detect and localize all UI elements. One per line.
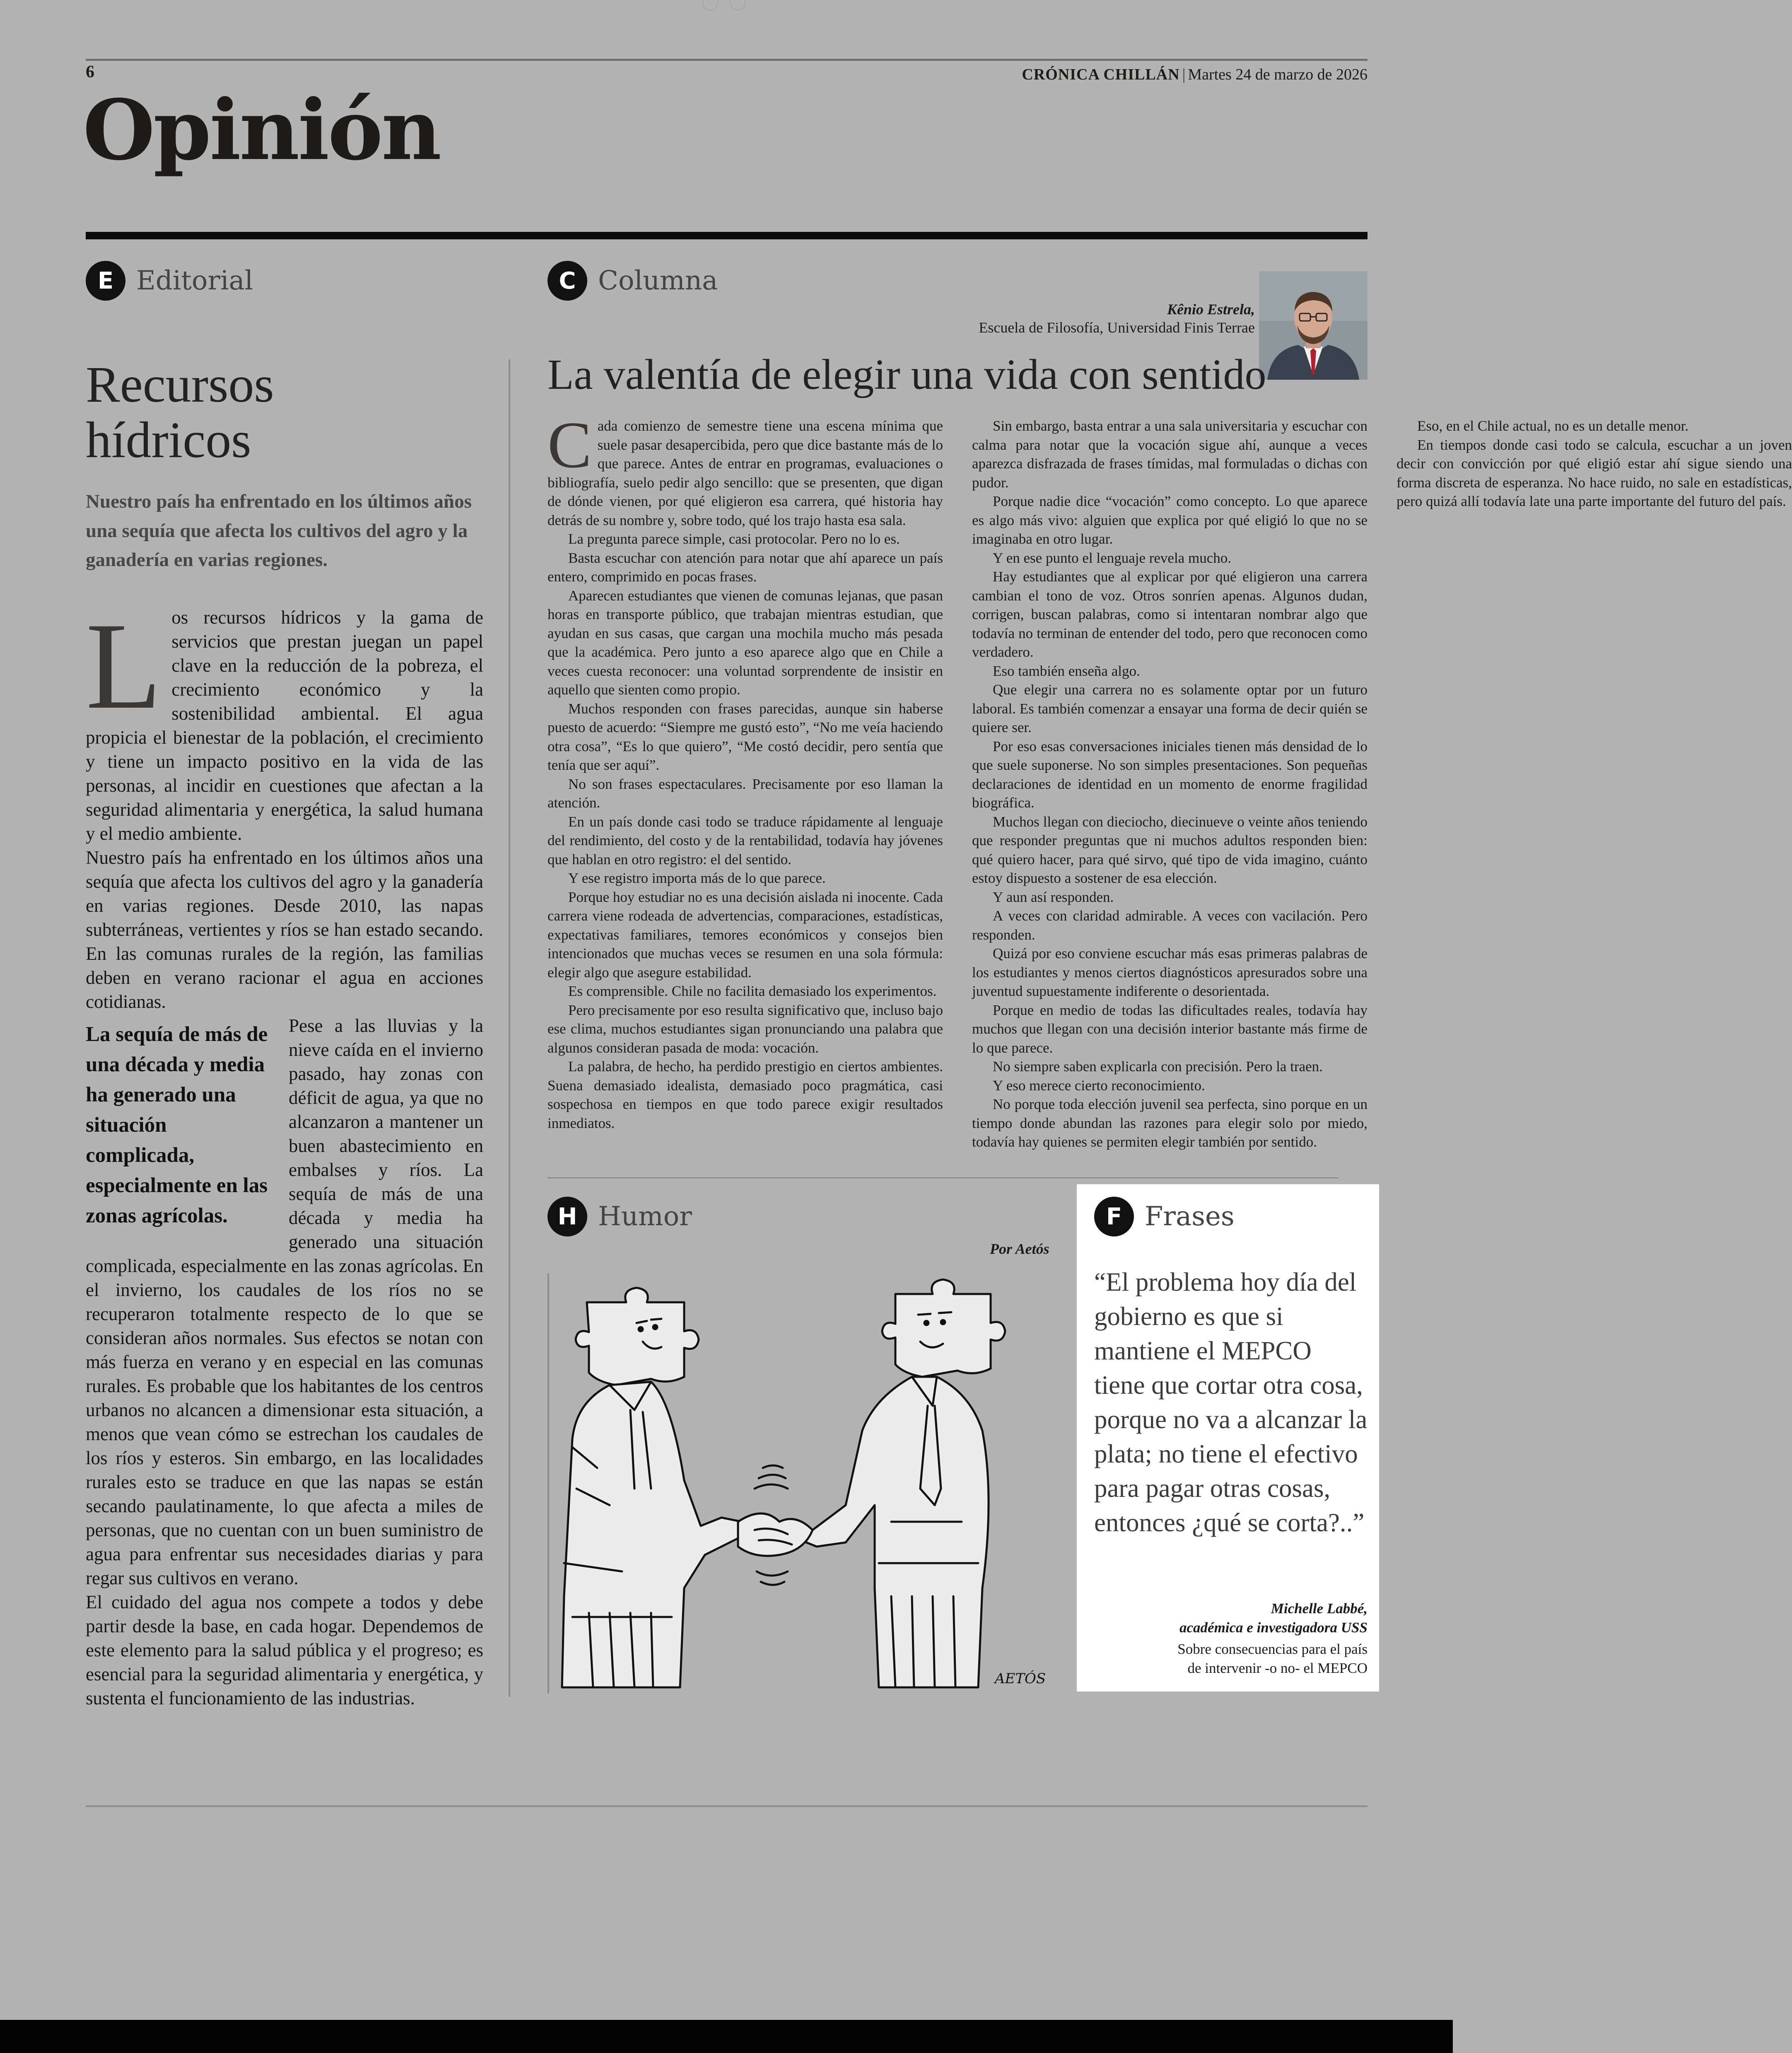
column-paragraph bbox=[1396, 417, 1792, 436]
editorial-paragraph: Pese a las lluvias y la nieve caída en el invierno pasado, hay zonas con déficit de agua, ya que no alcanzaron a mantener un buen abastecimiento en embalses y ríos. La sequía de más de una década y media ha generado una situación complicada, especialmente en las zonas agrícolas. En el invierno, los caudales de los ríos no se recuperaron totalmente respecto de lo que se consideran años normales. Sus efectos se notan con más fuerza en verano y en especial en las comunas rurales. Es probable que los habitantes de los centros urbanos no alcancen a dimensionar esta situación, a menos que vean cómo se estrechan los caudales de los ríos y esteros. Sin embargo, en las localidades rurales esto se traduce en que las napas se están secando paulatinamente, lo que afecta a miles de personas, que no cuentan con un buen suministro de agua para enfrentar sus necesidades diarias y para regar sus cultivos en verano. bbox=[86, 1015, 483, 1588]
column-author-affiliation: Escuela de Filosofía, Universidad Finis Terrae bbox=[979, 319, 1255, 336]
frases-context-line2: de intervenir -o no- el MEPCO bbox=[1187, 1660, 1368, 1676]
column-paragraph bbox=[547, 699, 943, 775]
column-paragraph-text: ada comienzo de semestre tiene una escena mínima que suele pasar desapercibida, pero que dice bastante más de lo que parece. Antes de entrar en programas, evaluaciones o bibliografía, suelo pedir algo sencillo: que se presenten, que digan de dónde vienen, por qué eligieron esa carrera, qué historia hay detrás de su nombre y, sobre todo, qué los trajo hasta esa sala. bbox=[547, 418, 943, 528]
editorial-paragraph: El cuidado del agua nos compete a todos y debe partir desde la base, en cada hogar. Dependemos de este elemento para la salud pública y el progreso; es esencial para la seguridad alimentaria y energética, y sustenta el funcionamiento de las industrias. bbox=[86, 1592, 483, 1708]
column-paragraph-text: Aparecen estudiantes que vienen de comunas lejanas, que pasan horas en transporte público, que trabajan mientras estudian, que ayudan en sus casas, que cargan una mochila mucho más pesada que la académica. Pero junto a eso aparece algo que en Chile a veces cuesta reconocer: una voluntad sorprendente de insistir en aquello que sienten como propio. bbox=[547, 587, 943, 698]
frases-badge: F bbox=[1094, 1197, 1134, 1236]
column-title: La valentía de elegir una vida con sentido bbox=[547, 351, 1266, 398]
frases-context-line1: Sobre consecuencias para el país bbox=[1177, 1641, 1368, 1657]
frases-quote: “El problema hoy día del gobierno es que si mantiene el MEPCO tiene que cortar otra cosa, porque no va a alcanzar la plata; no tiene el efectivo para pagar otras cosas, entonces ¿qué se corta?..” bbox=[1094, 1267, 1368, 1537]
column-paragraph bbox=[547, 982, 943, 1001]
publication-date: Martes 24 de marzo de 2026 bbox=[1188, 66, 1368, 83]
column-paragraph-text: Sin embargo, basta entrar a una sala universitaria y escuchar con calma para notar que la vocación sigue ahí, aunque a veces aparezca disfrazada de frases tímidas, mal formuladas o dichas con pudor. bbox=[972, 418, 1368, 491]
column-paragraph bbox=[972, 906, 1368, 944]
column-paragraph-text: Y ese registro importa más de lo que parece. bbox=[568, 870, 826, 886]
column-label bbox=[547, 261, 718, 301]
editorial-paragraph: os recursos hídricos y la gama de servicios que prestan juegan un papel clave en la reducción de la pobreza, el crecimiento económico y la sostenibilidad ambiental. El agua propicia el bienestar de la población, el crecimiento y tiene un impacto positivo en la vida de las personas, al incidir en cuestiones que afectan a la seguridad alimentaria y energética, la salud humana y el medio ambiente. bbox=[86, 607, 483, 844]
editorial-label bbox=[86, 261, 253, 301]
column-dropcap: C bbox=[547, 408, 592, 482]
editorial-paragraph: Nuestro país ha enfrentado en los últimos años una sequía que afecta los cultivos del agro y la ganadería en varias regiones. Desde 2010, las napas subterráneas, vertientes y ríos se han estado secando. En las comunas rurales de la región, las familias deben en verano racionar el agua en acciones cotidianas. bbox=[86, 847, 483, 1012]
prev-page-dot[interactable] bbox=[702, 0, 719, 11]
column-paragraph bbox=[547, 812, 943, 869]
column-paragraph bbox=[972, 737, 1368, 812]
column-paragraph bbox=[547, 586, 943, 699]
editorial-title bbox=[86, 357, 274, 468]
editorial-lead: Nuestro país ha enfrentado en los últimos años una sequía que afecta los cultivos del agro y la ganadería en varias regiones. bbox=[86, 491, 472, 571]
editorial-body bbox=[86, 597, 483, 1708]
column-paragraph-text: Y eso merece cierto reconocimiento. bbox=[993, 1077, 1205, 1094]
header-rule bbox=[86, 59, 1368, 61]
column-paragraph-text: Porque en medio de todas las dificultades reales, todavía hay muchos que llegan con una decisión interior bastante más firme de lo que parece. bbox=[972, 1002, 1368, 1056]
masthead-separator: | bbox=[1182, 66, 1186, 83]
column-paragraph bbox=[972, 662, 1368, 681]
masthead bbox=[1022, 65, 1368, 84]
viewer-bottom-bar bbox=[0, 2020, 1453, 2053]
column-paragraph-text: Basta escuchar con atención para notar que ahí aparece un país entero, comprimido en pocas frases. bbox=[547, 549, 943, 585]
next-page-dot[interactable] bbox=[729, 0, 746, 11]
editorial-dropcap: L bbox=[86, 597, 162, 735]
frases-author-title: académica e investigadora USS bbox=[1179, 1619, 1368, 1636]
column-paragraph bbox=[972, 888, 1368, 907]
publication-name: CRÓNICA CHILLÁN bbox=[1022, 66, 1180, 83]
column-paragraph bbox=[547, 775, 943, 812]
column-paragraph-text: Porque hoy estudiar no es una decisión aislada ni inocente. Cada carrera viene rodeada de advertencias, comparaciones, estadísticas, expectativas familiares, temores económicos y consejos bien intencionados que muchas veces se resumen en una sola fórmula: elegir algo que asegure estabilidad. bbox=[547, 889, 943, 981]
frases-context bbox=[1102, 1640, 1368, 1678]
column-paragraph-text: Por eso esas conversaciones iniciales tienen más densidad de lo que suele suponerse. No son simples presentaciones. Son pequeñas declaraciones de identidad en un momento de enorme fragilidad biográfica. bbox=[972, 738, 1368, 811]
editorial-pull-quote: La sequía de más de una década y media ha generado una situación complicada, especialmente en las zonas agrícolas. bbox=[86, 1023, 268, 1227]
column-paragraph bbox=[972, 1001, 1368, 1058]
column-body bbox=[547, 408, 1792, 1162]
column-paragraph bbox=[972, 944, 1368, 1001]
column-paragraph-text: En un país donde casi todo se traduce rápidamente al lenguaje del rendimiento, del costo y de la rentabilidad, todavía hay jóvenes que hablan en otro registro: el del sentido. bbox=[547, 813, 943, 867]
column-paragraph bbox=[547, 1001, 943, 1058]
column-paragraph-text: No son frases espectaculares. Precisamente por eso llaman la atención. bbox=[547, 776, 943, 811]
frases-author bbox=[1179, 1599, 1368, 1637]
column-paragraph-text: Porque nadie dice “vocación” como concepto. Lo que aparece es algo más vivo: alguien que explica por qué eligió lo que no se imaginaba en otro lugar. bbox=[972, 493, 1368, 547]
handshake-cartoon-icon bbox=[547, 1273, 1051, 1694]
column-paragraph-text: Hay estudiantes que al explicar por qué eligieron una carrera cambian el tono de voz. Otros sonríen apenas. Algunos dudan, corrigen, buscan palabras, como si intentaran nombrar algo que todavía no terminan de entender del todo, pero que reconocen como verdadero. bbox=[972, 569, 1368, 660]
column-badge: C bbox=[547, 261, 587, 301]
column-paragraph bbox=[972, 417, 1368, 492]
section-rule bbox=[86, 232, 1368, 239]
column-paragraph bbox=[972, 812, 1368, 888]
frases-label-text: Frases bbox=[1145, 1201, 1235, 1232]
editorial-label-text: Editorial bbox=[136, 265, 253, 296]
frases-author-name: Michelle Labbé, bbox=[1271, 1600, 1368, 1617]
editorial-column-divider bbox=[509, 359, 510, 1697]
editorial-title-line1: Recursos bbox=[86, 356, 274, 413]
column-author-name: Kênio Estrela, bbox=[1167, 301, 1255, 318]
column-paragraph bbox=[547, 530, 943, 549]
column-paragraph bbox=[547, 869, 943, 888]
page-scroll-indicator[interactable] bbox=[702, 0, 752, 11]
column-paragraph bbox=[547, 549, 943, 586]
frases-label bbox=[1094, 1197, 1235, 1236]
column-paragraph bbox=[972, 492, 1368, 549]
column-paragraph-text: Y en ese punto el lenguaje revela mucho. bbox=[993, 549, 1231, 566]
column-paragraph bbox=[972, 549, 1368, 568]
cartoon-signature: AETÓS bbox=[995, 1670, 1046, 1687]
column-paragraph bbox=[972, 1095, 1368, 1152]
humor-label bbox=[547, 1197, 692, 1236]
editorial-title-line2: hídricos bbox=[86, 411, 251, 468]
page-number: 6 bbox=[86, 63, 94, 82]
column-paragraph-text: En tiempos donde casi todo se calcula, escuchar a un joven decir con convicción por qué eligió estar ahí sigue siendo una forma discreta de esperanza. No hace ruido, no sale en estadísticas, pero quizá allí todavía late una parte importante del futuro del país. bbox=[1396, 436, 1792, 509]
column-paragraph-text: Muchos responden con frases parecidas, aunque sin haberse puesto de acuerdo: “Siempre me gustó esto”, “No me veía haciendo otra cosa”, “Es lo que quiero”, “Me costó decidir, pero sentía que tenía que ser aquí”. bbox=[547, 700, 943, 773]
column-paragraph bbox=[972, 680, 1368, 737]
column-paragraph-text: La palabra, de hecho, ha perdido prestigio en ciertos ambientes. Suena demasiado idealista, demasiado poco pragmática, casi sospechosa en tiempos en que todo parece exigir resultados inmediatos. bbox=[547, 1058, 943, 1131]
author-photo bbox=[1259, 271, 1368, 380]
column-paragraph-text: La pregunta parece simple, casi protocolar. Pero no lo es. bbox=[568, 531, 900, 547]
humor-cartoon bbox=[547, 1273, 1051, 1694]
column-paragraph bbox=[547, 408, 943, 530]
page-bottom-rule bbox=[86, 1805, 1368, 1807]
column-paragraph bbox=[972, 1076, 1368, 1095]
column-paragraph bbox=[972, 567, 1368, 662]
column-paragraph-text: Pero precisamente por eso resulta significativo que, incluso bajo ese clima, muchos estudiantes sigan pronunciando una palabra que algunos consideran pasada de moda: vocación. bbox=[547, 1002, 943, 1056]
editorial-badge: E bbox=[86, 261, 125, 301]
column-paragraph bbox=[547, 888, 943, 982]
column-paragraph-text: Y aun así responden. bbox=[993, 889, 1114, 905]
author-portrait-icon bbox=[1259, 271, 1368, 380]
column-bottom-rule bbox=[547, 1177, 1339, 1178]
column-paragraph-text: Eso, en el Chile actual, no es un detalle menor. bbox=[1417, 418, 1689, 434]
column-label-text: Columna bbox=[598, 265, 718, 296]
column-paragraph bbox=[547, 1057, 943, 1133]
column-paragraph-text: No porque toda elección juvenil sea perfecta, sino porque en un tiempo donde abundan las razones para elegir solo por miedo, todavía hay quienes se permiten elegir también por sentido. bbox=[972, 1096, 1368, 1150]
column-paragraph-text: Que elegir una carrera no es solamente optar por un futuro laboral. Es también comenzar a ensayar una forma de decir quién se quiere ser. bbox=[972, 682, 1368, 735]
column-paragraph bbox=[972, 1057, 1368, 1076]
section-title: Opinión bbox=[83, 82, 440, 179]
cartoon-credit: Por Aetós bbox=[990, 1241, 1049, 1257]
column-paragraph-text: A veces con claridad admirable. A veces con vacilación. Pero responden. bbox=[972, 908, 1368, 943]
humor-badge: H bbox=[547, 1197, 587, 1236]
humor-label-text: Humor bbox=[598, 1201, 692, 1232]
column-paragraph-text: Eso también enseña algo. bbox=[993, 663, 1140, 679]
column-paragraph-text: No siempre saben explicarla con precisión. Pero la traen. bbox=[993, 1058, 1323, 1075]
column-paragraph-text: Es comprensible. Chile no facilita demasiado los experimentos. bbox=[568, 983, 937, 999]
column-paragraph-text: Quizá por eso conviene escuchar más esas primeras palabras de los estudiantes y menos ciertos diagnósticos apresurados sobre una juventud supuestamente indiferente o desorientada. bbox=[972, 945, 1368, 999]
column-paragraph-text: Muchos llegan con dieciocho, diecinueve o veinte años teniendo que responder preguntas que ni muchos adultos responden bien: qué quiero hacer, para qué sirvo, qué tipo de vida imagino, cuánto estoy dispuesto a sostener de esa elección. bbox=[972, 813, 1368, 886]
column-paragraph bbox=[1396, 436, 1792, 511]
